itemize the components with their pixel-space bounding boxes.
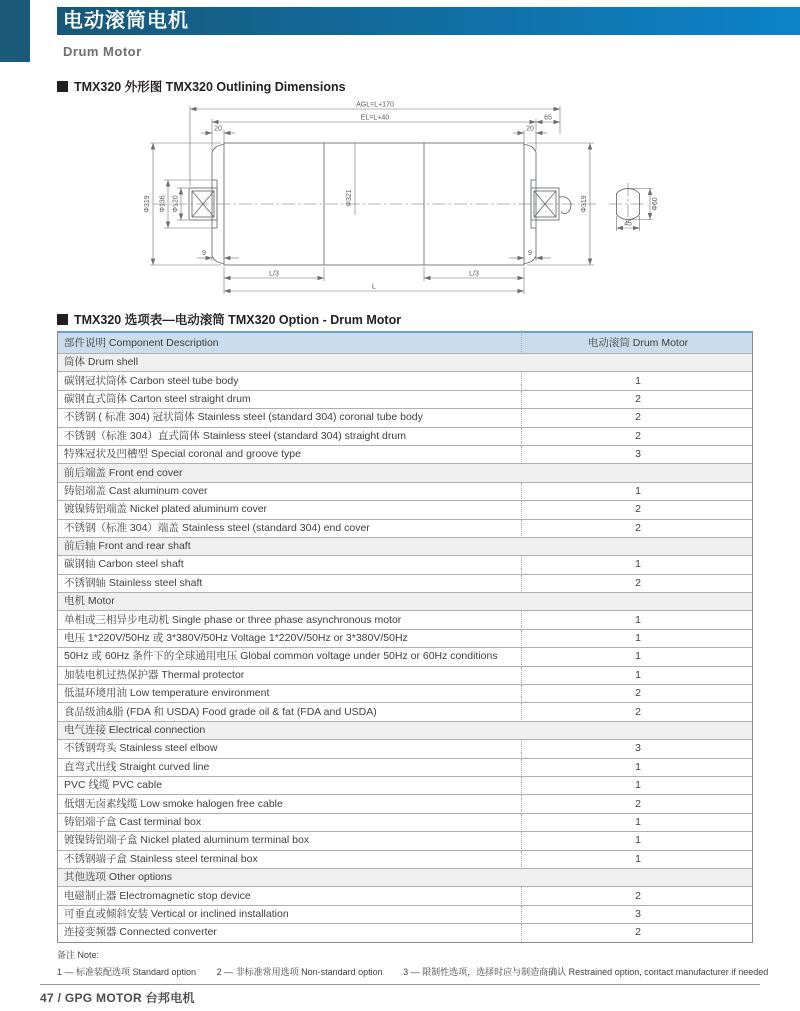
section-label: 电气连接 Electrical connection bbox=[58, 722, 752, 740]
option-value: 1 bbox=[521, 372, 752, 390]
section-label: 电机 Motor bbox=[58, 593, 752, 611]
dim-9-right: 9 bbox=[528, 250, 532, 257]
dim-el: EL=L+40 bbox=[360, 114, 390, 122]
note-block bbox=[57, 948, 786, 978]
component-description: 不锈钢轴 Stainless steel shaft bbox=[58, 575, 521, 593]
component-description: 电压 1*220V/50Hz 或 3*380V/50Hz Voltage 1*220V/50Hz or 3*380V/50Hz bbox=[58, 630, 521, 648]
column-header-drum-motor: 电动滚筒 Drum Motor bbox=[521, 331, 752, 354]
table-row bbox=[58, 832, 752, 850]
option-value: 3 bbox=[521, 906, 752, 924]
options-table-body bbox=[58, 354, 752, 942]
section-label: 筒体 Drum shell bbox=[58, 354, 752, 372]
table-row bbox=[58, 924, 752, 941]
component-description: 单相或三相异步电动机 Single phase or three phase asynchronous motor bbox=[58, 611, 521, 629]
dim-65: 65 bbox=[544, 114, 552, 122]
dim-l3-left: L/3 bbox=[269, 270, 279, 278]
option-value: 2 bbox=[521, 409, 752, 427]
component-description: 镀镍铸铝端子盒 Nickel plated aluminum terminal box bbox=[58, 832, 521, 850]
component-description: 碳钢直式筒体 Carton steel straight drum bbox=[58, 391, 521, 409]
outline-section-heading bbox=[57, 77, 346, 95]
table-section-row bbox=[58, 538, 752, 556]
component-description: 不锈钢端子盒 Stainless steel terminal box bbox=[58, 851, 521, 869]
options-heading-text: TMX320 选项表—电动滚筒 TMX320 Option - Drum Motor bbox=[74, 313, 402, 327]
section-label: 前后轴 Front and rear shaft bbox=[58, 538, 752, 556]
component-description: 不锈钢（标准 304）端盖 Stainless steel (standard 304) end cover bbox=[58, 520, 521, 538]
dim-dia319-right: Φ319 bbox=[581, 195, 588, 213]
component-description: 不锈钢（标准 304）直式筒体 Stainless steel (standard 304) straight drum bbox=[58, 428, 521, 446]
component-description: 特殊冠状及凹槽型 Special coronal and groove type bbox=[58, 446, 521, 464]
dim-dia136: Φ136 bbox=[159, 195, 167, 213]
table-section-row bbox=[58, 722, 752, 740]
note-items bbox=[57, 965, 786, 978]
table-row bbox=[58, 795, 752, 813]
option-value: 1 bbox=[521, 851, 752, 869]
note-item: 2 — 非标准常用选项 Non-standard option bbox=[216, 967, 383, 977]
option-value: 2 bbox=[521, 924, 752, 941]
note-title: 备注 Note: bbox=[57, 950, 100, 960]
dim-l3-right: L/3 bbox=[469, 270, 479, 278]
dim-dia60: Φ60 bbox=[652, 197, 659, 211]
component-description: 加装电机过热保护器 Thermal protector bbox=[58, 667, 521, 685]
dim-dia120: Φ120 bbox=[172, 195, 180, 213]
option-value: 2 bbox=[521, 520, 752, 538]
option-value: 2 bbox=[521, 428, 752, 446]
note-item: 1 — 标准装配选项 Standard option bbox=[57, 967, 197, 977]
table-row bbox=[58, 520, 752, 538]
section-label: 前后端盖 Front end cover bbox=[58, 464, 752, 482]
table-row bbox=[58, 887, 752, 905]
component-description: 铸铝端子盒 Cast terminal box bbox=[58, 814, 521, 832]
table-row bbox=[58, 391, 752, 409]
dim-45: 45 bbox=[624, 220, 632, 228]
option-value: 1 bbox=[521, 648, 752, 666]
options-table bbox=[57, 331, 753, 943]
table-header-row bbox=[58, 331, 752, 354]
power-cable bbox=[559, 197, 571, 214]
table-row bbox=[58, 501, 752, 519]
shaft-end-view bbox=[609, 183, 647, 225]
outline-heading-text: TMX320 外形图 TMX320 Outlining Dimensions bbox=[74, 80, 346, 94]
component-description: 碳钢轴 Carbon steel shaft bbox=[58, 556, 521, 574]
table-row bbox=[58, 685, 752, 703]
footer-divider bbox=[40, 984, 760, 985]
table-row bbox=[58, 777, 752, 795]
section-bullet-icon bbox=[57, 314, 68, 325]
table-row bbox=[58, 611, 752, 629]
option-value: 2 bbox=[521, 685, 752, 703]
component-description: 碳钢冠状筒体 Carbon steel tube body bbox=[58, 372, 521, 390]
dim-dia319-left: Φ319 bbox=[144, 195, 151, 213]
component-description: 电磁制止器 Electromagnetic stop device bbox=[58, 887, 521, 905]
options-section-heading bbox=[57, 310, 401, 328]
table-row bbox=[58, 703, 752, 721]
component-description: PVC 线缆 PVC cable bbox=[58, 777, 521, 795]
option-value: 2 bbox=[521, 795, 752, 813]
table-section-row bbox=[58, 869, 752, 887]
option-value: 2 bbox=[521, 887, 752, 905]
component-description: 低烟无卤素线缆 Low smoke halogen free cable bbox=[58, 795, 521, 813]
table-row bbox=[58, 446, 752, 464]
dim-20-left: 20 bbox=[214, 125, 222, 133]
table-row bbox=[58, 851, 752, 869]
table-row bbox=[58, 906, 752, 924]
option-value: 3 bbox=[521, 446, 752, 464]
option-value: 1 bbox=[521, 759, 752, 777]
component-description: 可垂直或倾斜安装 Vertical or inclined installation bbox=[58, 906, 521, 924]
section-bullet-icon bbox=[57, 81, 68, 92]
component-description: 镀镍铸铝端盖 Nickel plated aluminum cover bbox=[58, 501, 521, 519]
option-value: 2 bbox=[521, 575, 752, 593]
option-value: 1 bbox=[521, 611, 752, 629]
dim-agl: AGL=L+170 bbox=[356, 101, 394, 109]
note-item: 3 — 限制性选项，选择时应与制造商确认 Restrained option, contact manufacturer if needed bbox=[403, 967, 769, 977]
option-value: 1 bbox=[521, 630, 752, 648]
dimension-lines bbox=[150, 106, 653, 294]
table-row bbox=[58, 759, 752, 777]
corner-accent-block bbox=[0, 0, 30, 62]
component-description: 连接变频器 Connected converter bbox=[64, 926, 217, 939]
option-value: 1 bbox=[521, 814, 752, 832]
dim-20-right: 20 bbox=[526, 125, 534, 133]
option-value: 1 bbox=[521, 832, 752, 850]
option-value: 3 bbox=[521, 740, 752, 758]
component-description: 50Hz 或 60Hz 条件下的全球通用电压 Global common voltage under 50Hz or 60Hz conditions bbox=[58, 648, 521, 666]
table-section-row bbox=[58, 593, 752, 611]
option-value: 1 bbox=[521, 483, 752, 501]
component-description: 食品级油&脂 (FDA 和 USDA) Food grade oil & fat (FDA and USDA) bbox=[58, 703, 521, 721]
dim-9-left: 9 bbox=[202, 250, 206, 257]
table-section-row bbox=[58, 464, 752, 482]
option-value: 2 bbox=[521, 501, 752, 519]
table-row bbox=[58, 630, 752, 648]
table-row bbox=[58, 814, 752, 832]
component-description: 铸铝端盖 Cast aluminum cover bbox=[58, 483, 521, 501]
table-row bbox=[58, 556, 752, 574]
option-value: 2 bbox=[521, 703, 752, 721]
component-description: 低温环境用油 Low temperature environment bbox=[58, 685, 521, 703]
outline-drawing bbox=[133, 98, 673, 303]
option-value: 1 bbox=[521, 667, 752, 685]
table-row bbox=[58, 575, 752, 593]
component-description: 直弯式出线 Straight curved line bbox=[58, 759, 521, 777]
table-row bbox=[58, 483, 752, 501]
option-value: 2 bbox=[521, 391, 752, 409]
table-section-row bbox=[58, 354, 752, 372]
column-header-description: 部件说明 Component Description bbox=[58, 331, 521, 354]
table-row bbox=[58, 372, 752, 390]
option-value: 1 bbox=[521, 777, 752, 795]
page-title: 电动滚筒电机 bbox=[57, 7, 800, 35]
component-description: 不锈钢弯头 Stainless steel elbow bbox=[58, 740, 521, 758]
table-row bbox=[58, 740, 752, 758]
table-row bbox=[58, 667, 752, 685]
table-row bbox=[58, 409, 752, 427]
footer-page-label: 47 / GPG MOTOR 台邦电机 bbox=[40, 991, 195, 1005]
option-value: 1 bbox=[521, 556, 752, 574]
dim-dia321: Φ321 bbox=[346, 189, 353, 207]
page-subtitle: Drum Motor bbox=[63, 44, 142, 59]
section-label: 其他选项 Other options bbox=[58, 869, 752, 887]
table-row bbox=[58, 428, 752, 446]
table-row bbox=[58, 648, 752, 666]
dim-l: L bbox=[372, 283, 376, 291]
component-description: 不锈钢 ( 标准 304) 冠状筒体 Stainless steel (standard 304) coronal tube body bbox=[58, 409, 521, 427]
